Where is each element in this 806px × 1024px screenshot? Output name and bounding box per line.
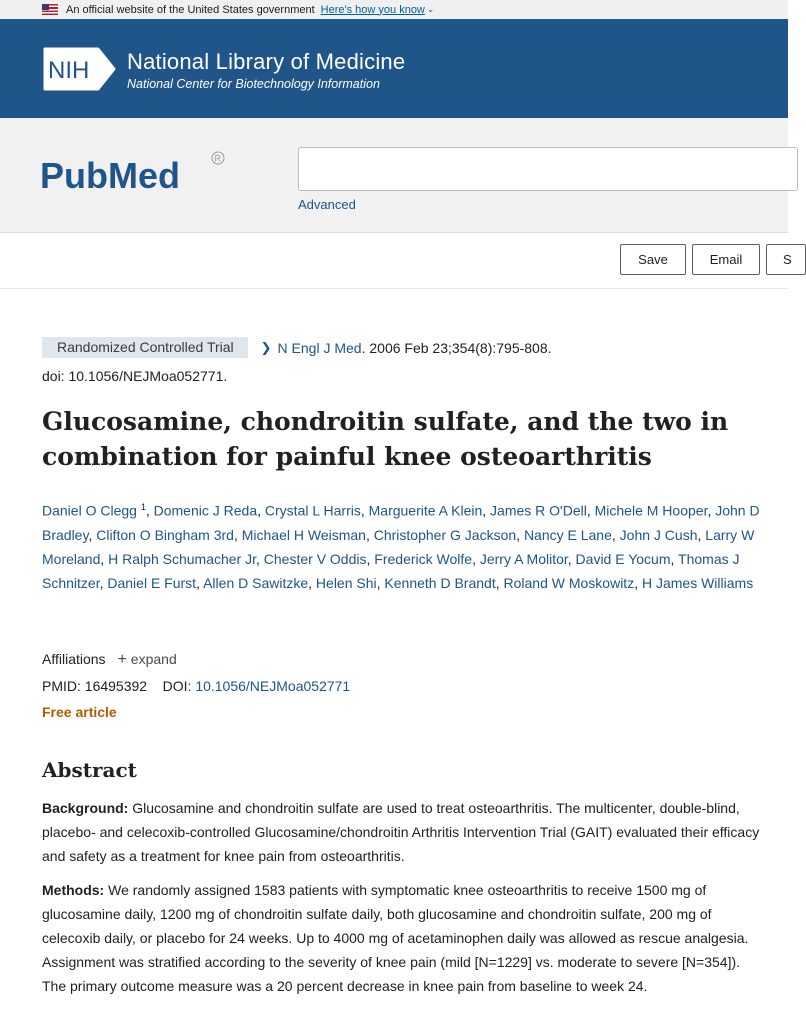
nlm-subtitle: National Center for Biotechnology Information: [127, 77, 380, 91]
publication-type-badge: Randomized Controlled Trial: [42, 337, 248, 358]
chevron-down-icon[interactable]: ⌄: [426, 4, 435, 14]
author-link[interactable]: Christopher G Jackson: [373, 526, 517, 543]
abstract-heading: Abstract: [42, 758, 137, 782]
author-link[interactable]: Michele M Hooper: [594, 502, 708, 519]
background-text: Glucosamine and chondroitin sulfate are used to treat osteoarthritis. The multicenter, double-blind, placebo- and celecoxib-controlled Glucosamine/chondroitin Arthritis Intervention Trial (GAIT) evaluated their efficacy and safety as a treatment for knee pain from osteoarthritis.: [42, 800, 760, 864]
svg-text:R: R: [214, 153, 221, 164]
author-link[interactable]: H James Williams: [641, 575, 754, 592]
heres-how-you-know-link[interactable]: Here's how you know: [320, 3, 425, 16]
author-link[interactable]: James R O'Dell: [490, 502, 587, 519]
email-button[interactable]: Email: [692, 244, 760, 275]
nih-logo-text: NIH: [48, 57, 90, 84]
pmid-value: 16495392: [84, 678, 148, 694]
affiliations-label: Affiliations: [42, 651, 106, 667]
pmid-label: PMID:: [42, 678, 81, 694]
author-link[interactable]: Helen Shi: [315, 575, 377, 592]
author-link[interactable]: David E Yocum: [575, 551, 671, 568]
abstract-methods: [42, 878, 762, 998]
chevron-right-icon[interactable]: ❯: [260, 339, 272, 355]
affiliations-row: [42, 651, 177, 669]
citation-details: . 2006 Feb 23;354(8):795-808.: [361, 339, 552, 356]
author-link[interactable]: Nancy E Lane: [523, 526, 612, 543]
nlm-title[interactable]: National Library of Medicine: [127, 49, 406, 74]
save-button[interactable]: Save: [620, 244, 686, 275]
identifiers-row: [42, 678, 350, 694]
authors-list: Daniel O Clegg $^1$, Domenic J Reda, Crystal L Harris, Marguerite A Klein, James R O'Dell, Michele M Hooper, John D Bradley, Clifton O Bingham 3rd, Michael H Weisman, Christopher G Jackson, Nancy E Lane, John J Cush, Larry W Moreland, H Ralph Schumacher Jr, Chester V Oddis, Frederick Wolfe, Jerry A Molitor, David E Yocum, Thomas J Schnitzer, Daniel E Furst, Allen D Sawitzke, Helen Shi, Kenneth D Brandt, Roland W Moskowitz, H James Williams: [42, 502, 760, 592]
author-link[interactable]: Clifton O Bingham 3rd: [96, 526, 234, 543]
author-link[interactable]: Crystal L Harris: [264, 502, 361, 519]
us-flag-icon: [42, 4, 58, 15]
plus-icon: +: [117, 651, 127, 668]
journal-link[interactable]: N Engl J Med: [277, 339, 362, 356]
search-area: [0, 118, 788, 233]
author-link[interactable]: Chester V Oddis: [263, 551, 367, 568]
pubmed-logo-text: PubMed: [40, 155, 180, 196]
search-input[interactable]: [298, 147, 798, 191]
author-link[interactable]: Domenic J Reda: [153, 502, 258, 519]
author-link[interactable]: Thomas J Schnitzer: [42, 551, 740, 592]
author-link[interactable]: Roland W Moskowitz: [503, 575, 635, 592]
author-link[interactable]: Michael H Weisman: [241, 526, 366, 543]
send-to-button[interactable]: S: [766, 244, 806, 275]
expand-label: expand: [130, 651, 177, 667]
author-link[interactable]: Allen D Sawitzke: [203, 575, 309, 592]
expand-affiliations-button[interactable]: [117, 651, 176, 667]
author-link[interactable]: Marguerite A Klein: [368, 502, 483, 519]
author-link[interactable]: Daniel E Furst: [107, 575, 197, 592]
author-link[interactable]: Frederick Wolfe: [374, 551, 473, 568]
author-link[interactable]: Jerry A Molitor: [479, 551, 568, 568]
gov-banner-text: An official website of the United States government: [66, 3, 315, 16]
author-link[interactable]: Larry W Moreland: [42, 526, 755, 568]
author-link[interactable]: Kenneth D Brandt: [384, 575, 496, 592]
citation-line: [42, 337, 552, 358]
doi-label: DOI:: [162, 678, 192, 694]
author-link[interactable]: John D Bradley: [42, 502, 760, 543]
methods-label: Methods:: [42, 882, 105, 898]
methods-text: We randomly assigned 1583 patients with symptomatic knee osteoarthritis to receive 1500 mg of glucosamine daily, 1200 mg of chondroitin sulfate daily, both glucosamine and chondroitin sulfate, 200 mg of celecoxib daily, or placebo for 24 weeks. Up to 4000 mg of acetaminophen daily was allowed as rescue analgesia. Assignment was stratified according to the severity of knee pain (mild [N=1229] vs. moderate to severe [N=354]). The primary outcome measure was a 20 percent decrease in knee pain from baseline to week 24.: [42, 882, 749, 994]
free-article-link[interactable]: Free article: [42, 704, 117, 720]
author-link[interactable]: John J Cush: [619, 526, 698, 543]
doi-link[interactable]: 10.1056/NEJMoa052771: [195, 678, 351, 694]
actions-bar: [0, 233, 792, 289]
author-link[interactable]: Daniel O Clegg: [42, 502, 137, 519]
nih-logo-icon[interactable]: [42, 46, 120, 92]
article-title: Glucosamine, chondroitin sulfate, and the two in combination for painful knee osteoarthritis: [42, 407, 729, 471]
nlm-header: [0, 19, 788, 118]
gov-banner: [0, 0, 788, 19]
citation-doi: doi: 10.1056/NEJMoa052771.: [42, 368, 228, 384]
affiliation-sup[interactable]: 1: [140, 502, 146, 512]
pubmed-logo[interactable]: [40, 142, 230, 206]
abstract-background: [42, 796, 762, 868]
background-label: Background:: [42, 800, 129, 816]
advanced-search-link[interactable]: Advanced: [298, 197, 356, 212]
author-link[interactable]: H Ralph Schumacher Jr: [108, 551, 256, 568]
